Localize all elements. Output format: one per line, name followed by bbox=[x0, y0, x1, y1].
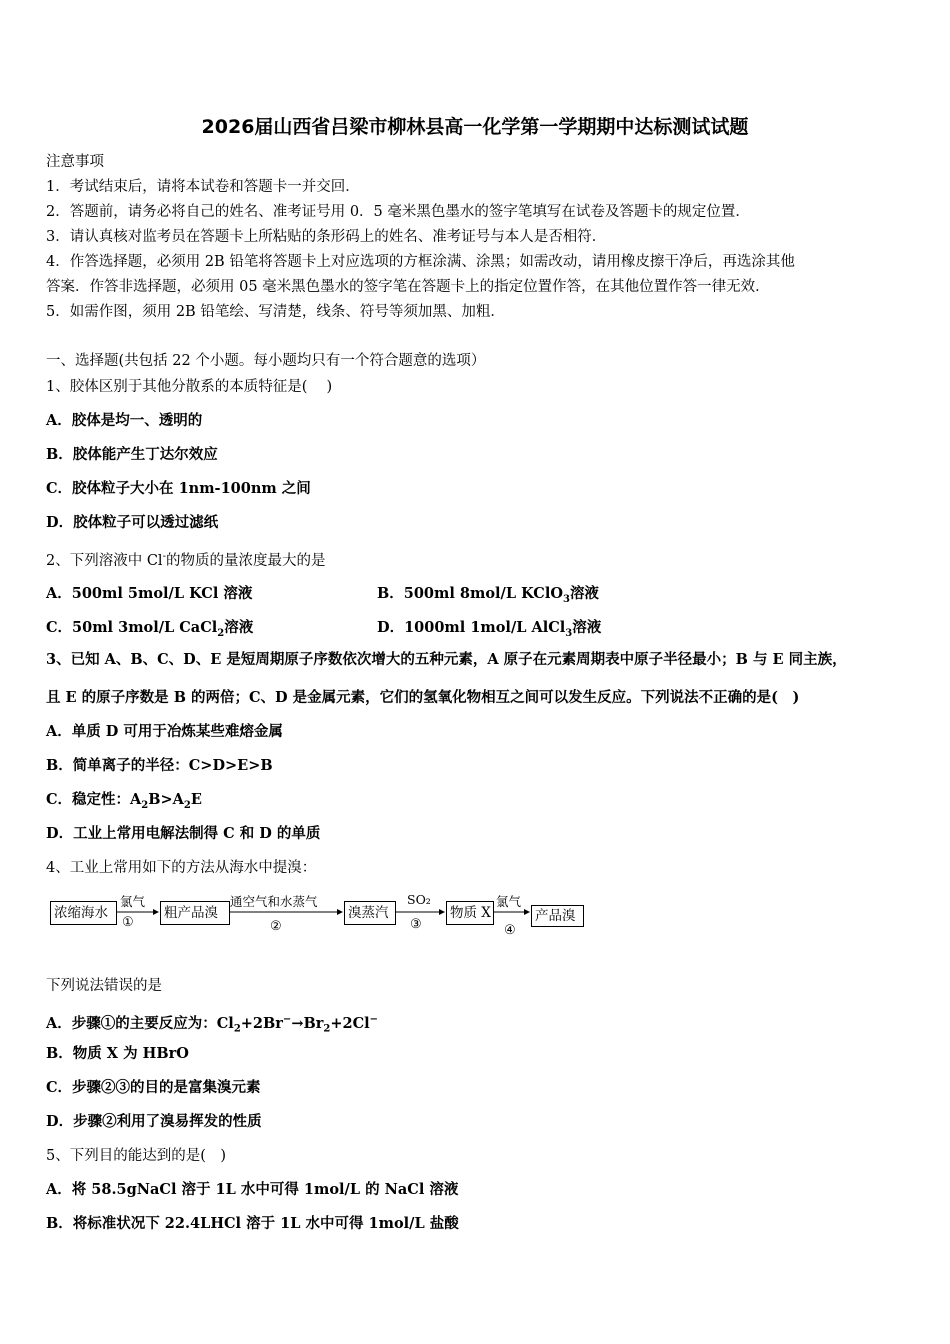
q3-c-part2: B>A bbox=[148, 791, 184, 808]
q4-a-part: A．步骤①的主要反应为：Cl bbox=[46, 1014, 234, 1032]
q2-d-sub: 3 bbox=[565, 627, 573, 639]
question-5-stem: 5、下列目的能达到的是( ) bbox=[46, 1148, 227, 1164]
q4-a-part3: →Br bbox=[291, 1014, 324, 1032]
q3-option-b: B．简单离子的半径：C>D>E>B bbox=[46, 757, 273, 774]
q4-a-part2: +2Br bbox=[240, 1014, 283, 1032]
q2-option-c bbox=[46, 616, 253, 639]
notice-heading: 注意事项 bbox=[46, 154, 104, 170]
q3-option-a: A．单质 D 可用于冶炼某些难熔金属 bbox=[46, 723, 283, 740]
reagent-label-4: 氯气 bbox=[496, 894, 522, 909]
q2-b-part: B．500ml 8mol/L KClO bbox=[377, 585, 563, 602]
notice-item-4-cont: 答案．作答非选择题，必须用 05 毫米黑色墨水的签字笔在答题卡上的指定位置作答，在其他位置作答一律无效． bbox=[46, 279, 770, 295]
q3-option-d: D．工业上常用电解法制得 C 和 D 的单质 bbox=[46, 825, 321, 842]
q5-option-b: B．将标准状况下 22.4LHCl 溶于 1L 水中可得 1mol/L 盐酸 bbox=[46, 1215, 459, 1232]
reagent-label-3: SO₂ bbox=[407, 892, 431, 907]
q4-prompt: 下列说法错误的是 bbox=[46, 978, 162, 994]
q4-a-part4: +2Cl bbox=[330, 1014, 370, 1032]
q2-d-part: D．1000ml 1mol/L AlCl bbox=[377, 619, 566, 636]
q4-option-b: B．物质 X 为 HBrO bbox=[46, 1045, 189, 1062]
flow-box-bromine-vapor: 溴蒸汽 bbox=[344, 901, 396, 925]
step-label-4: ④ bbox=[504, 923, 516, 938]
q2-stem-part: 2、下列溶液中 Cl bbox=[46, 552, 163, 569]
q2-b-sub: 3 bbox=[562, 593, 570, 605]
notice-item-1: 1．考试结束后，请将本试卷和答题卡一并交回． bbox=[46, 179, 360, 195]
q2-b-part2: 溶液 bbox=[569, 585, 599, 602]
q5-option-a: A．将 58.5gNaCl 溶于 1L 水中可得 1mol/L 的 NaCl 溶液 bbox=[46, 1181, 459, 1198]
q2-option-a: A．500ml 5mol/L KCl 溶液 bbox=[46, 585, 253, 602]
q3-c-part3: E bbox=[190, 791, 202, 808]
notice-item-5: 5．如需作图，须用 2B 铅笔绘、写清楚，线条、符号等须加黑、加粗． bbox=[46, 304, 505, 320]
q1-option-c: C．胶体粒子大小在 1nm-100nm 之间 bbox=[46, 480, 311, 497]
q4-a-sub1: 2 bbox=[233, 1023, 241, 1035]
notice-item-2: 2．答题前，请务必将自己的姓名、准考证号用 0．5 毫米黑色墨水的签字笔填写在试卷及答题卡的规定位置． bbox=[46, 204, 750, 220]
q4-a-sub2: 2 bbox=[323, 1023, 331, 1035]
notice-item-4: 4．作答选择题，必须用 2B 铅笔将答题卡上对应选项的方框涂满、涂黑；如需改动，请用橡皮擦干净后，再选涂其他 bbox=[46, 254, 795, 270]
page-title: 2026届山西省吕梁市柳林县高一化学第一学期期中达标测试试题 bbox=[201, 116, 749, 138]
q2-stem-part2: 的物质的量浓度最大的是 bbox=[165, 552, 326, 569]
q2-c-part2: 溶液 bbox=[224, 619, 254, 636]
q1-option-a: A．胶体是均一、透明的 bbox=[46, 412, 203, 429]
q2-d-part2: 溶液 bbox=[572, 619, 602, 636]
question-1-stem: 1、胶体区别于其他分散系的本质特征是( ) bbox=[46, 379, 333, 395]
step-label-2: ② bbox=[270, 919, 282, 934]
question-4-stem: 4、工业上常用如下的方法从海水中提溴： bbox=[46, 860, 317, 876]
flow-box-product-bromine: 产品溴 bbox=[531, 905, 584, 927]
flow-box-substance-x: 物质 X bbox=[446, 901, 494, 925]
step-label-1: ① bbox=[122, 915, 134, 930]
q1-option-b: B．胶体能产生丁达尔效应 bbox=[46, 446, 218, 463]
q4-a-sup2: − bbox=[369, 1014, 379, 1025]
q2-option-d bbox=[377, 616, 601, 639]
question-3-stem-line2: 且 E 的原子序数是 B 的两倍；C、D 是金属元素，它们的氢氧化物相互之间可以发生反应。下列说法不正确的是( ) bbox=[46, 689, 800, 706]
q4-option-c: C．步骤②③的目的是富集溴元素 bbox=[46, 1079, 261, 1096]
step-label-3: ③ bbox=[410, 917, 422, 932]
flow-box-crude-bromine: 粗产品溴 bbox=[160, 901, 230, 925]
flow-box-concentrated-seawater: 浓缩海水 bbox=[50, 901, 117, 925]
q2-c-part: C．50ml 3mol/L CaCl bbox=[46, 619, 218, 636]
q3-c-sub1: 2 bbox=[141, 799, 149, 811]
question-2-stem bbox=[46, 547, 325, 571]
notice-item-3: 3．请认真核对监考员在答题卡上所粘贴的条形码上的姓名、准考证号与本人是否相符． bbox=[46, 229, 607, 245]
q1-option-d: D．胶体粒子可以透过滤纸 bbox=[46, 514, 219, 531]
reagent-label-2: 通空气和水蒸气 bbox=[230, 894, 318, 909]
reagent-label-1: 氯气 bbox=[120, 894, 146, 909]
q3-option-c bbox=[46, 790, 202, 816]
q3-c-sub2: 2 bbox=[183, 799, 191, 811]
q4-a-sup1: − bbox=[282, 1014, 292, 1025]
q4-option-a bbox=[46, 1010, 378, 1040]
q4-option-d: D．步骤②利用了溴易挥发的性质 bbox=[46, 1113, 262, 1130]
q2-c-sub: 2 bbox=[217, 627, 225, 639]
q2-option-b bbox=[377, 582, 599, 605]
question-3-stem-line1: 3、已知 A、B、C、D、E 是短周期原子序数依次增大的五种元素，A 原子在元素周期表中原子半径最小；B 与 E 同主族， bbox=[46, 651, 847, 668]
q3-c-part: C．稳定性：A bbox=[46, 791, 142, 808]
q2-stem-sup: - bbox=[162, 551, 166, 562]
section-heading: 一、选择题(共包括 22 个小题。每小题均只有一个符合题意的选项） bbox=[46, 353, 486, 369]
